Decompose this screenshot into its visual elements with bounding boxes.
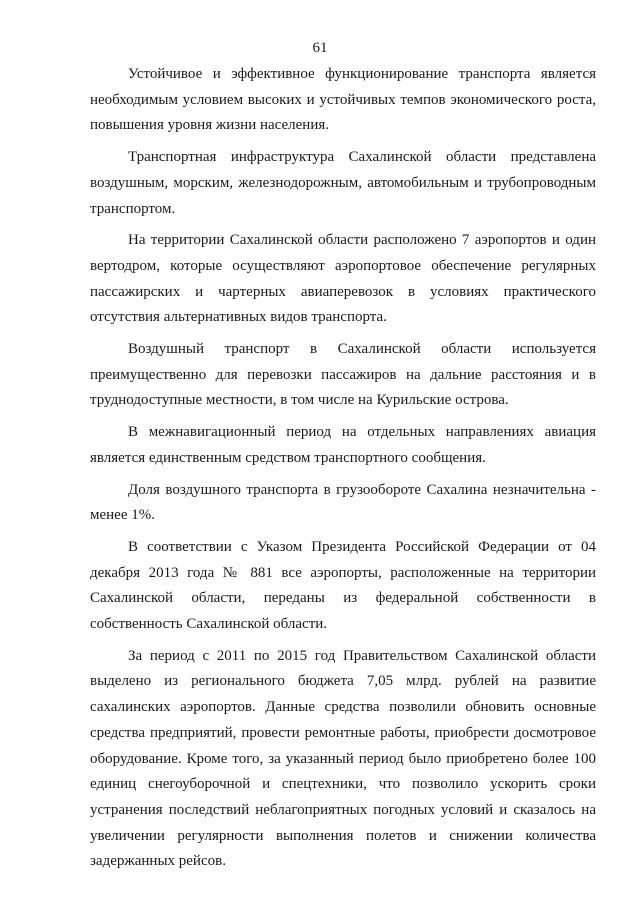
paragraph: Устойчивое и эффективное функционирование транспорта является необходимым условием высоких и устойчивых темпов экономического роста, повышения уровня жизни населения.	[90, 66, 596, 134]
paragraph: Транспортная инфраструктура Сахалинской области представлена воздушным, морским, железнодорожным, автомобильным и трубопроводным транспортом.	[90, 149, 596, 217]
paragraph: За период с 2011 по 2015 год Правительством Сахалинской области выделено из регионального бюджета 7,05 млрд. рублей на развитие сахалинских аэропортов. Данные средства позволили обновить основные средства предприятий, провести ремонтные работы, приобрести досмотровое оборудование. Кроме того, за указанный период было приобретено более 100 единиц снегоуборочной и спецтехники, что позволило ускорить сроки устранения последствий неблагоприятных погодных условий и сказалось на увеличении регулярности выполнения полетов и снижении количества задержанных рейсов.	[90, 647, 596, 870]
paragraph: Воздушный транспорт в Сахалинской области используется преимущественно для перевозки пассажиров на дальние расстояния и в труднодоступные местности, в том числе на Курильские острова.	[90, 341, 596, 409]
page-number: 61	[312, 40, 328, 56]
document-body	[90, 62, 596, 881]
paragraph: На территории Сахалинской области расположено 7 аэропортов и один вертодром, которые осуществляют аэропортовое обеспечение регулярных пассажирских и чартерных авиаперевозок в условиях практического отсутствия альтернативных видов транспорта.	[90, 232, 596, 326]
paragraph: Доля воздушного транспорта в грузообороте Сахалина незначительна - менее 1%.	[90, 481, 596, 524]
paragraph: В соответствии с Указом Президента Российской Федерации от 04 декабря 2013 года № 881 все аэропорты, расположенные на территории Сахалинской области, переданы из федеральной собственности в собственность Сахалинской области.	[90, 538, 596, 633]
paragraph: В межнавигационный период на отдельных направлениях авиация является единственным средством транспортного сообщения.	[90, 424, 596, 466]
